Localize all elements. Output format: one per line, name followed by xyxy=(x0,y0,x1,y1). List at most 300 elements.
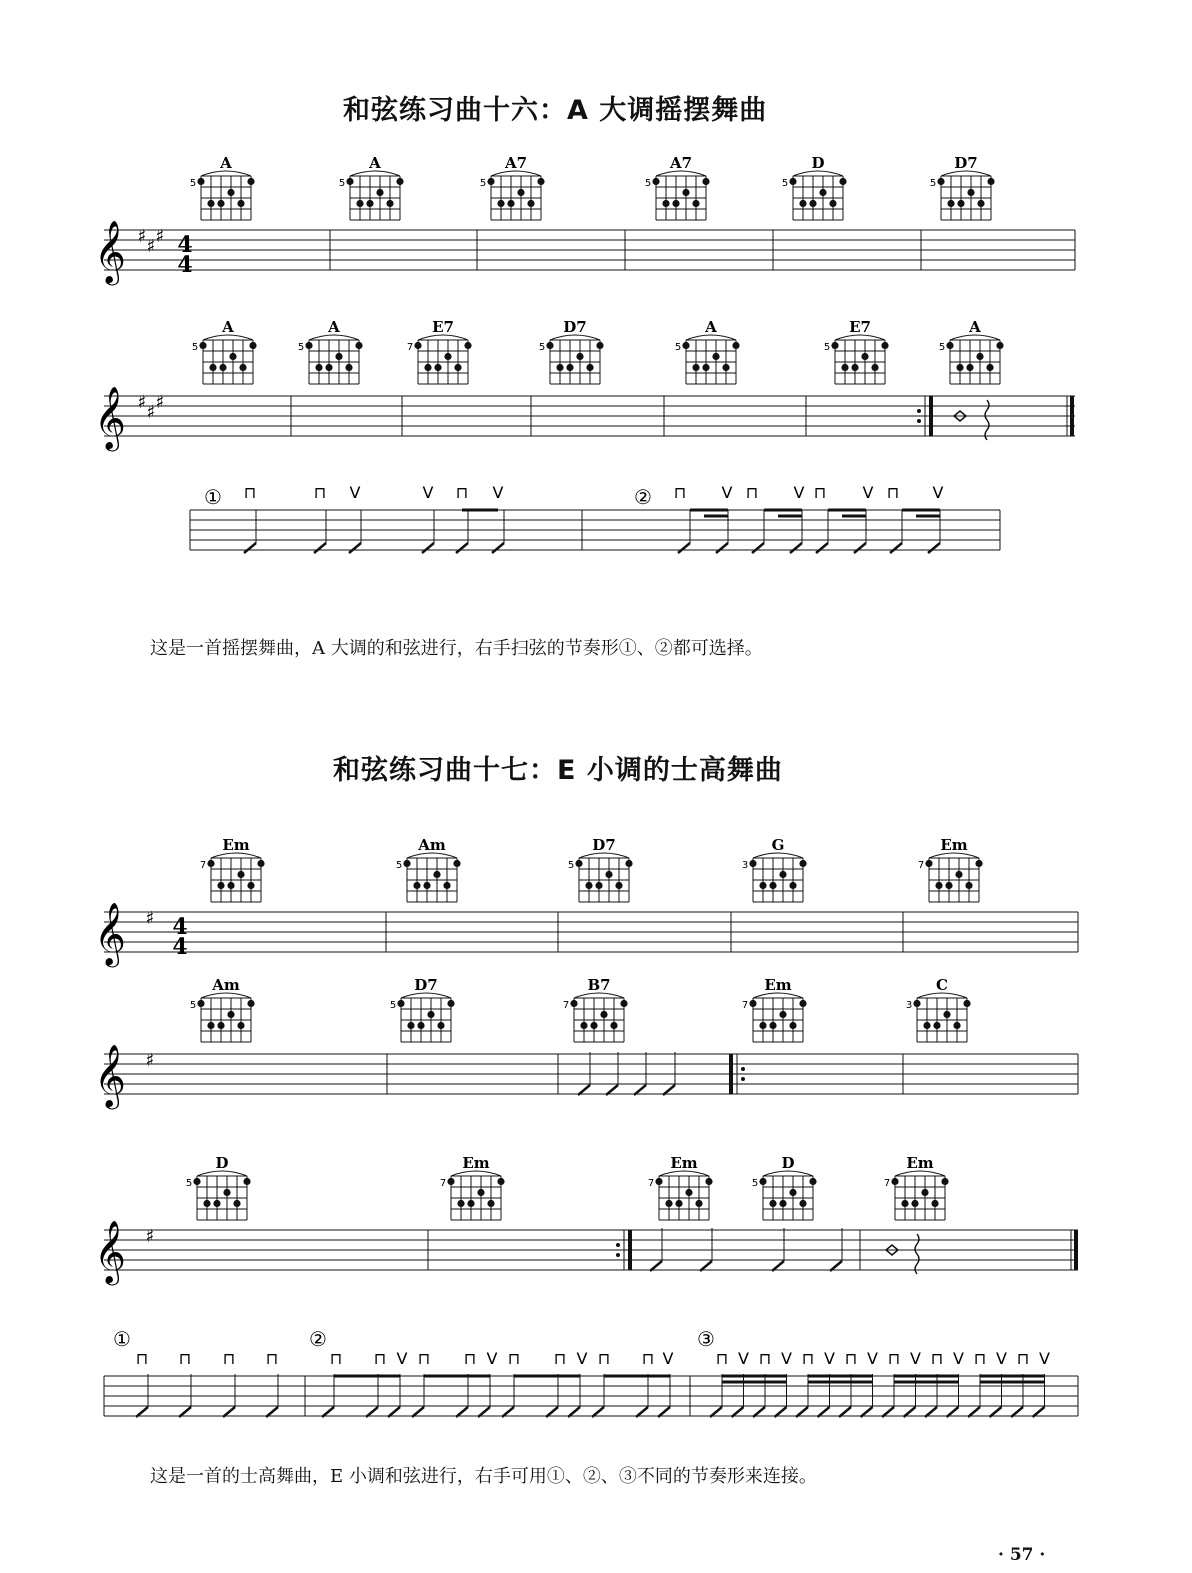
finger-dot xyxy=(464,342,471,349)
piece16-title: 和弦练习曲十六：A 大调摇摆舞曲 xyxy=(343,95,768,126)
finger-dot xyxy=(229,353,236,360)
finger-dot xyxy=(454,364,461,371)
finger-dot xyxy=(537,178,544,185)
stroke-mark: V xyxy=(932,483,944,502)
finger-dot xyxy=(759,1022,766,1029)
stroke-mark: ⊓ xyxy=(178,1349,192,1368)
stroke-mark: ⊓ xyxy=(673,483,687,502)
finger-dot xyxy=(427,1011,434,1018)
chord-diagram xyxy=(190,154,255,220)
sharp-icon: ♯ xyxy=(146,402,156,423)
rhythm-label-2: ② xyxy=(309,1327,327,1351)
stroke-mark: ⊓ xyxy=(886,483,900,502)
finger-dot xyxy=(434,364,441,371)
finger-dot xyxy=(209,364,216,371)
fret-number: 5 xyxy=(191,342,199,353)
slash-note-head xyxy=(928,543,940,553)
slash-note-head xyxy=(790,543,802,553)
finger-dot xyxy=(239,364,246,371)
finger-dot xyxy=(376,189,383,196)
chord-diagram xyxy=(918,836,983,902)
chord-diagram xyxy=(539,318,604,384)
finger-dot xyxy=(955,871,962,878)
finger-dot xyxy=(213,1200,220,1207)
finger-dot xyxy=(575,860,582,867)
sharp-icon: ♯ xyxy=(145,908,155,929)
fret-number: 5 xyxy=(674,342,682,353)
finger-dot xyxy=(819,189,826,196)
finger-dot xyxy=(759,882,766,889)
stroke-mark: ⊓ xyxy=(417,1349,431,1368)
finger-dot xyxy=(937,178,944,185)
sharp-icon: ♯ xyxy=(145,1226,155,1247)
piece16-description: 这是一首摇摆舞曲，A 大调的和弦进行，右手扫弦的节奏形①、②都可选择。 xyxy=(150,638,763,659)
finger-dot xyxy=(625,860,632,867)
finger-dot xyxy=(759,1178,766,1185)
finger-dot xyxy=(809,200,816,207)
fret-number: 5 xyxy=(389,1000,397,1011)
stroke-mark: ⊓ xyxy=(1016,1349,1030,1368)
finger-dot xyxy=(996,342,1003,349)
finger-dot xyxy=(199,342,206,349)
finger-dot xyxy=(477,1189,484,1196)
finger-dot xyxy=(749,860,756,867)
chord-diagram xyxy=(742,836,807,902)
chord-name: A xyxy=(369,154,381,172)
stroke-mark: ⊓ xyxy=(597,1349,611,1368)
finger-dot xyxy=(610,1022,617,1029)
chord-name: B7 xyxy=(587,976,611,994)
chord-name: Em xyxy=(670,1154,698,1172)
finger-dot xyxy=(345,364,352,371)
fret-number: 5 xyxy=(189,1000,197,1011)
stroke-mark: ⊓ xyxy=(313,483,327,502)
fret-number: 5 xyxy=(823,342,831,353)
chord-diagram xyxy=(742,976,807,1042)
finger-dot xyxy=(247,882,254,889)
finger-dot xyxy=(861,353,868,360)
finger-dot xyxy=(197,178,204,185)
finger-dot xyxy=(779,1011,786,1018)
fret-number: 5 xyxy=(644,178,652,189)
slash-note-head xyxy=(854,543,866,553)
finger-dot xyxy=(207,1022,214,1029)
finger-dot xyxy=(243,1178,250,1185)
finger-dot xyxy=(403,860,410,867)
finger-dot xyxy=(925,860,932,867)
finger-dot xyxy=(809,1178,816,1185)
finger-dot xyxy=(217,1022,224,1029)
finger-dot xyxy=(841,364,848,371)
fret-number: 7 xyxy=(741,1000,749,1011)
stroke-mark: ⊓ xyxy=(715,1349,729,1368)
finger-dot xyxy=(871,364,878,371)
finger-dot xyxy=(207,200,214,207)
finger-dot xyxy=(779,871,786,878)
stroke-mark: ⊓ xyxy=(813,483,827,502)
finger-dot xyxy=(305,342,312,349)
stroke-mark: V xyxy=(910,1349,921,1368)
rhythm-label-2: ② xyxy=(634,485,652,509)
fret-number: 5 xyxy=(189,178,197,189)
chord-name: Em xyxy=(940,836,968,854)
finger-dot xyxy=(966,364,973,371)
stroke-mark: ⊓ xyxy=(745,483,759,502)
finger-dot xyxy=(355,342,362,349)
chord-name: Em xyxy=(222,836,250,854)
finger-dot xyxy=(692,364,699,371)
finger-dot xyxy=(443,882,450,889)
finger-dot xyxy=(799,860,806,867)
finger-dot xyxy=(396,178,403,185)
finger-dot xyxy=(901,1200,908,1207)
chord-name: A xyxy=(705,318,717,336)
page-number: · 57 · xyxy=(998,1545,1046,1565)
chord-name: D xyxy=(215,1154,229,1172)
finger-dot xyxy=(527,200,534,207)
finger-dot xyxy=(769,1200,776,1207)
finger-dot xyxy=(595,882,602,889)
finger-dot xyxy=(682,342,689,349)
finger-dot xyxy=(207,860,214,867)
finger-dot xyxy=(946,342,953,349)
stroke-mark: V xyxy=(721,483,733,502)
finger-dot xyxy=(953,1022,960,1029)
sharp-icon: ♯ xyxy=(137,392,147,413)
finger-dot xyxy=(223,1189,230,1196)
finger-dot xyxy=(556,364,563,371)
stroke-mark: ⊓ xyxy=(973,1349,987,1368)
rhythm-label-1: ① xyxy=(113,1327,131,1351)
finger-dot xyxy=(986,364,993,371)
finger-dot xyxy=(203,1200,210,1207)
treble-clef-icon: 𝄞 xyxy=(94,902,126,965)
chord-diagram xyxy=(190,976,255,1042)
finger-dot xyxy=(923,1022,930,1029)
finger-dot xyxy=(652,178,659,185)
finger-dot xyxy=(447,1000,454,1007)
chord-name: G xyxy=(771,836,785,854)
chord-name: A xyxy=(220,154,232,172)
repeat-dot xyxy=(917,419,921,423)
fret-number: 7 xyxy=(647,1178,655,1189)
stroke-mark: ⊓ xyxy=(373,1349,387,1368)
slash-note-head xyxy=(890,543,902,553)
fret-number: 5 xyxy=(751,1178,759,1189)
chord-diagram xyxy=(782,154,847,220)
finger-dot xyxy=(935,882,942,889)
finger-dot xyxy=(517,189,524,196)
stroke-mark: ⊓ xyxy=(222,1349,236,1368)
finger-dot xyxy=(356,200,363,207)
finger-dot xyxy=(346,178,353,185)
finger-dot xyxy=(947,200,954,207)
finger-dot xyxy=(769,1022,776,1029)
finger-dot xyxy=(692,200,699,207)
slash-note-head xyxy=(422,543,434,553)
stroke-mark: V xyxy=(492,483,504,502)
fret-number: 3 xyxy=(741,860,749,871)
finger-dot xyxy=(941,1178,948,1185)
finger-dot xyxy=(366,200,373,207)
chord-diagram xyxy=(192,318,257,384)
finger-dot xyxy=(779,1200,786,1207)
finger-dot xyxy=(956,364,963,371)
chord-diagram xyxy=(480,154,545,220)
chord-diagram xyxy=(930,154,995,220)
chord-diagram xyxy=(407,318,472,384)
chord-name: D7 xyxy=(563,318,587,336)
staff-p17-row1 xyxy=(104,912,1078,952)
stroke-mark: V xyxy=(781,1349,792,1368)
finger-dot xyxy=(397,1000,404,1007)
repeat-dot xyxy=(616,1253,620,1257)
fret-number: 5 xyxy=(929,178,937,189)
finger-dot xyxy=(965,882,972,889)
finger-dot xyxy=(789,1022,796,1029)
finger-dot xyxy=(702,364,709,371)
stroke-mark: V xyxy=(867,1349,878,1368)
stroke-mark: ⊓ xyxy=(801,1349,815,1368)
chord-diagram xyxy=(390,976,455,1042)
chord-name: A7 xyxy=(504,154,528,172)
chord-name: A xyxy=(328,318,340,336)
fret-number: 7 xyxy=(883,1178,891,1189)
slash-note-head xyxy=(492,543,504,553)
chord-diagram xyxy=(884,1154,949,1220)
sharp-icon: ♯ xyxy=(145,1050,155,1071)
stroke-mark: ⊓ xyxy=(758,1349,772,1368)
chord-name: Am xyxy=(212,976,240,994)
finger-dot xyxy=(665,1200,672,1207)
finger-dot xyxy=(413,882,420,889)
stroke-mark: V xyxy=(486,1349,498,1368)
chord-diagram xyxy=(298,318,363,384)
chord-name: Em xyxy=(906,1154,934,1172)
chord-name: A xyxy=(222,318,234,336)
finger-dot xyxy=(672,200,679,207)
piece17-title: 和弦练习曲十七：E 小调的士高舞曲 xyxy=(333,755,783,786)
sharp-icon: ♯ xyxy=(146,236,156,257)
chord-name: D xyxy=(781,1154,795,1172)
chord-name: D7 xyxy=(414,976,438,994)
rhythm-label-3: ③ xyxy=(697,1327,715,1351)
fret-number: 5 xyxy=(938,342,946,353)
chord-diagram xyxy=(939,318,1004,384)
stroke-mark: ⊓ xyxy=(463,1349,477,1368)
fret-number: 5 xyxy=(297,342,305,353)
finger-dot xyxy=(227,1011,234,1018)
finger-dot xyxy=(424,364,431,371)
finger-dot xyxy=(237,200,244,207)
stroke-mark: V xyxy=(738,1349,749,1368)
chord-name: D xyxy=(811,154,825,172)
finger-dot xyxy=(315,364,322,371)
finger-dot xyxy=(851,364,858,371)
finger-dot xyxy=(620,1000,627,1007)
finger-dot xyxy=(596,342,603,349)
finger-dot xyxy=(911,1200,918,1207)
stroke-mark: V xyxy=(396,1349,408,1368)
finger-dot xyxy=(702,178,709,185)
stroke-mark: ⊓ xyxy=(930,1349,944,1368)
fret-number: 5 xyxy=(781,178,789,189)
chord-diagram xyxy=(648,1154,713,1220)
finger-dot xyxy=(685,1189,692,1196)
finger-dot xyxy=(585,882,592,889)
finger-dot xyxy=(799,200,806,207)
finger-dot xyxy=(576,353,583,360)
finger-dot xyxy=(789,1189,796,1196)
finger-dot xyxy=(423,882,430,889)
finger-dot xyxy=(605,871,612,878)
finger-dot xyxy=(957,200,964,207)
finger-dot xyxy=(695,1200,702,1207)
finger-dot xyxy=(891,1178,898,1185)
treble-clef-icon: 𝄞 xyxy=(94,1044,126,1107)
finger-dot xyxy=(219,364,226,371)
finger-dot xyxy=(881,342,888,349)
treble-clef-icon: 𝄞 xyxy=(94,1220,126,1283)
finger-dot xyxy=(335,353,342,360)
stroke-mark: V xyxy=(953,1349,964,1368)
chord-name: Am xyxy=(418,836,446,854)
finger-dot xyxy=(831,342,838,349)
sharp-icon: ♯ xyxy=(155,392,165,413)
finger-dot xyxy=(497,1178,504,1185)
stroke-mark: ⊓ xyxy=(329,1349,343,1368)
chord-name: D7 xyxy=(954,154,978,172)
finger-dot xyxy=(227,189,234,196)
finger-dot xyxy=(467,1200,474,1207)
sharp-icon: ♯ xyxy=(155,226,165,247)
finger-dot xyxy=(789,882,796,889)
finger-dot xyxy=(433,871,440,878)
finger-dot xyxy=(257,860,264,867)
fret-number: 7 xyxy=(406,342,414,353)
finger-dot xyxy=(325,364,332,371)
finger-dot xyxy=(546,342,553,349)
finger-dot xyxy=(943,1011,950,1018)
treble-clef-icon: 𝄞 xyxy=(94,386,126,449)
fret-number: 5 xyxy=(185,1178,193,1189)
finger-dot xyxy=(967,189,974,196)
chord-diagram xyxy=(563,976,628,1042)
finger-dot xyxy=(237,1022,244,1029)
finger-dot xyxy=(566,364,573,371)
time-signature-bottom: 4 xyxy=(177,252,193,278)
finger-dot xyxy=(963,1000,970,1007)
finger-dot xyxy=(722,364,729,371)
finger-dot xyxy=(913,1000,920,1007)
time-signature-top: 4 xyxy=(177,232,193,258)
slash-note-head xyxy=(752,543,764,553)
stroke-mark: ⊓ xyxy=(243,483,257,502)
finger-dot xyxy=(233,1200,240,1207)
stroke-mark: V xyxy=(862,483,874,502)
chord-name: A7 xyxy=(669,154,693,172)
finger-dot xyxy=(487,178,494,185)
fret-number: 5 xyxy=(567,860,575,871)
fret-number: 5 xyxy=(395,860,403,871)
staff-p17-row3 xyxy=(104,1230,1078,1270)
finger-dot xyxy=(931,1200,938,1207)
chord-diagram xyxy=(675,318,740,384)
finger-dot xyxy=(921,1189,928,1196)
staff-p16-rhythm xyxy=(190,510,1000,550)
finger-dot xyxy=(799,1000,806,1007)
finger-dot xyxy=(444,353,451,360)
stroke-mark: V xyxy=(662,1349,674,1368)
finger-dot xyxy=(197,1000,204,1007)
time-signature-top: 4 xyxy=(172,914,188,940)
finger-dot xyxy=(507,200,514,207)
finger-dot xyxy=(655,1178,662,1185)
repeat-dot xyxy=(741,1077,745,1081)
finger-dot xyxy=(789,178,796,185)
finger-dot xyxy=(447,1178,454,1185)
finger-dot xyxy=(662,200,669,207)
finger-dot xyxy=(193,1178,200,1185)
finger-dot xyxy=(580,1022,587,1029)
treble-clef-icon: 𝄞 xyxy=(94,220,126,283)
chord-diagram xyxy=(186,1154,251,1220)
chord-diagram xyxy=(200,836,265,902)
finger-dot xyxy=(227,882,234,889)
stroke-mark: V xyxy=(576,1349,588,1368)
repeat-dot xyxy=(616,1243,620,1247)
stroke-mark: ⊓ xyxy=(641,1349,655,1368)
finger-dot xyxy=(417,1022,424,1029)
finger-dot xyxy=(799,1200,806,1207)
stroke-mark: V xyxy=(1039,1349,1050,1368)
repeat-dot xyxy=(917,409,921,413)
finger-dot xyxy=(705,1178,712,1185)
chord-name: Em xyxy=(764,976,792,994)
slash-note-head xyxy=(816,543,828,553)
finger-dot xyxy=(457,1200,464,1207)
finger-dot xyxy=(237,871,244,878)
finger-dot xyxy=(453,860,460,867)
chord-diagram xyxy=(752,1154,817,1220)
finger-dot xyxy=(976,353,983,360)
finger-dot xyxy=(217,200,224,207)
finger-dot xyxy=(749,1000,756,1007)
chord-name: E7 xyxy=(849,318,871,336)
chord-name: Em xyxy=(462,1154,490,1172)
finger-dot xyxy=(590,1022,597,1029)
finger-dot xyxy=(414,342,421,349)
chord-diagram xyxy=(339,154,404,220)
stroke-mark: ⊓ xyxy=(553,1349,567,1368)
finger-dot xyxy=(732,342,739,349)
chord-diagram xyxy=(440,1154,505,1220)
finger-dot xyxy=(682,189,689,196)
stroke-mark: ⊓ xyxy=(265,1349,279,1368)
finger-dot xyxy=(839,178,846,185)
stroke-mark: V xyxy=(349,483,361,502)
finger-dot xyxy=(712,353,719,360)
chord-name: A xyxy=(969,318,981,336)
finger-dot xyxy=(247,178,254,185)
chord-diagram xyxy=(568,836,633,902)
stroke-mark: ⊓ xyxy=(135,1349,149,1368)
finger-dot xyxy=(487,1200,494,1207)
fret-number: 3 xyxy=(905,1000,913,1011)
slash-note-head xyxy=(244,543,256,553)
fret-number: 7 xyxy=(439,1178,447,1189)
finger-dot xyxy=(386,200,393,207)
